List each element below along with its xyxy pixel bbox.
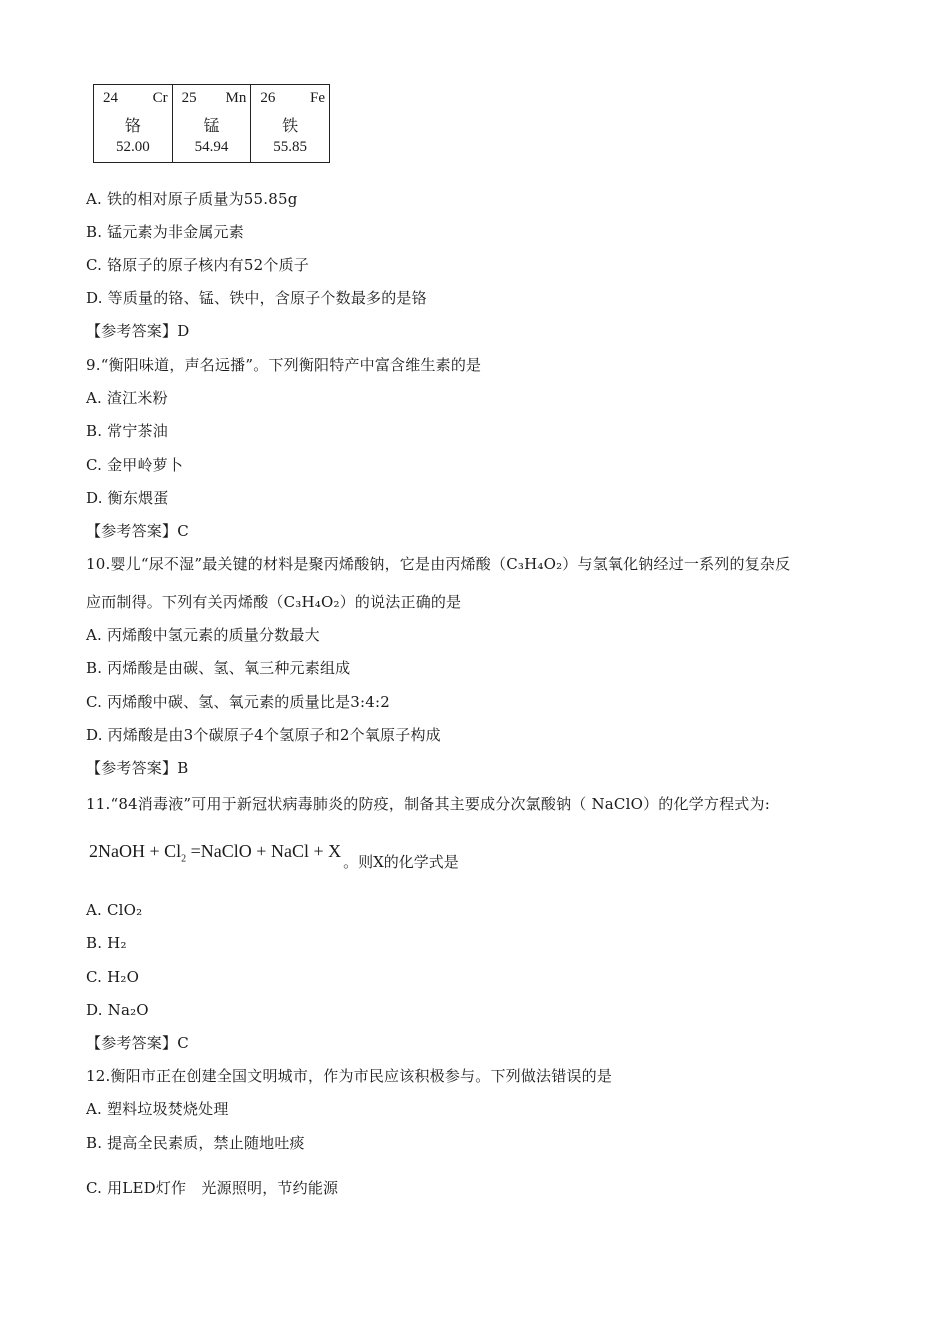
atomic-mass: 52.00 (115, 139, 150, 155)
q11-stem: 11.“84消毒液”可用于新冠状病毒肺炎的防疫，制备其主要成分次氯酸钠（ NaClO）的化学方程式为: (86, 795, 770, 813)
q12-stem: 12.衡阳市正在创建全国文明城市，作为市民应该积极参与。下列做法错误的是 (86, 1067, 613, 1085)
element-cell-cr (94, 85, 173, 162)
q12-option-a: A. 塑料垃圾焚烧处理 (86, 1100, 229, 1118)
atomic-number: 25 (181, 90, 197, 106)
q12-option-c: C. 用LED灯作 光源照明，节约能源 (86, 1179, 339, 1197)
atomic-mass: 54.94 (194, 139, 229, 155)
element-symbol: Fe (310, 90, 326, 106)
equation-subscript: 2 (181, 853, 187, 865)
q8-option-c: C. 铬原子的原子核内有52个质子 (86, 256, 309, 274)
element-symbol: Mn (225, 90, 247, 106)
equation-right: =NaClO + NaCl + X (186, 841, 342, 861)
q10-stem-line2: 应而制得。下列有关丙烯酸（C₃H₄O₂）的说法正确的是 (86, 593, 462, 611)
q9-option-b: B. 常宁茶油 (86, 422, 168, 440)
q8-option-a: A. 铁的相对原子质量为55.85g (86, 190, 298, 208)
q8-option-b: B. 锰元素为非金属元素 (86, 223, 244, 241)
q10-stem-line1: 10.婴儿“尿不湿”最关键的材料是聚丙烯酸钠，它是由丙烯酸（C₃H₄O₂）与氢氧化钠经过一系列的复杂反 (86, 555, 791, 573)
element-name: 铬 (124, 116, 141, 135)
q10-option-d: D. 丙烯酸是由3个碳原子4个氢原子和2个氧原子构成 (86, 726, 441, 744)
q9-stem: 9.“衡阳味道，声名远播”。下列衡阳特产中富含维生素的是 (86, 356, 482, 374)
q10-answer: 【参考答案】B (86, 759, 189, 777)
q11-option-c: C. H₂O (86, 968, 140, 986)
element-symbol: Cr (152, 90, 168, 106)
q11-answer: 【参考答案】C (86, 1034, 189, 1052)
q9-option-c: C. 金甲岭萝卜 (86, 456, 184, 474)
atomic-number: 24 (103, 90, 118, 106)
equation-left: 2NaOH + Cl (89, 841, 182, 861)
q12-option-b: B. 提高全民素质，禁止随地吐痰 (86, 1134, 305, 1152)
atomic-mass: 55.85 (273, 139, 308, 155)
q9-answer: 【参考答案】C (86, 522, 189, 540)
q9-option-a: A. 渣江米粉 (86, 389, 168, 407)
element-name: 锰 (203, 116, 220, 135)
q8-option-d: D. 等质量的铬、锰、铁中，含原子个数最多的是铬 (86, 289, 427, 307)
q9-option-d: D. 衡东煨蛋 (86, 489, 169, 507)
element-cell-mn (173, 85, 252, 162)
element-cell-fe (251, 85, 329, 162)
q10-option-b: B. 丙烯酸是由碳、氢、氧三种元素组成 (86, 659, 351, 677)
q11-option-b: B. H₂ (86, 934, 127, 952)
atomic-number: 26 (260, 90, 276, 106)
q11-option-a: A. ClO₂ (86, 901, 143, 919)
element-name: 铁 (282, 116, 299, 135)
equation-tail: 。则X的化学式是 (343, 853, 459, 871)
q10-option-a: A. 丙烯酸中氢元素的质量分数最大 (86, 626, 320, 644)
q10-option-c: C. 丙烯酸中碳、氢、氧元素的质量比是3:4:2 (86, 693, 391, 711)
periodic-table-excerpt (93, 84, 330, 163)
q8-answer: 【参考答案】D (86, 322, 190, 340)
q11-option-d: D. Na₂O (86, 1001, 149, 1019)
q11-equation (89, 841, 459, 871)
